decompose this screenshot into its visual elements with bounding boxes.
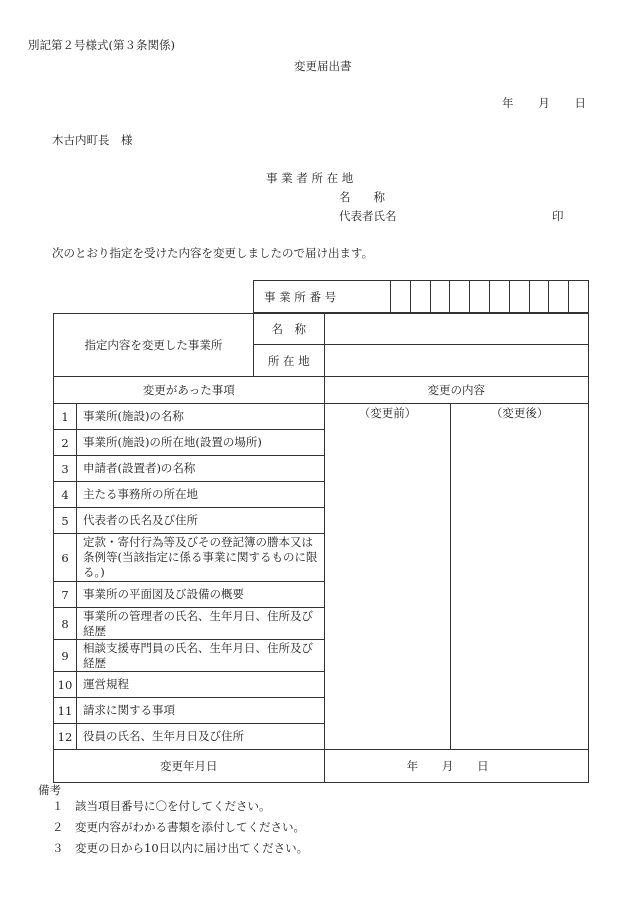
notes-heading: 備考 (38, 783, 61, 797)
date-month-label: 月 (538, 96, 550, 110)
change-date-day-label: 日 (477, 759, 489, 773)
business-number-table (253, 280, 589, 313)
item-text-cell (76, 404, 324, 430)
item-number: 10 (54, 672, 77, 698)
facility-address-field[interactable] (324, 345, 588, 377)
date-day-label: 日 (574, 96, 586, 110)
item-text: 定款・寄付行為等及びその登記簿の謄本又は条例等(当該指定に係る事業に関するものに限る。) (82, 535, 318, 579)
facility-name-label-cell (253, 314, 324, 345)
item-number: 12 (54, 724, 77, 750)
digit-box[interactable] (430, 281, 450, 313)
item-text: 代表者の氏名及び住所 (82, 513, 198, 527)
before-label: （変更前） (358, 406, 417, 420)
note-item: ３ 変更の日から10日以内に届け出てください。 (52, 841, 309, 855)
intro-text: 次のとおり指定を受けた内容を変更しましたので届け出ます。 (52, 246, 374, 260)
digit-box[interactable] (549, 281, 569, 313)
change-date-field[interactable] (324, 750, 588, 783)
item-text: 役員の氏名、生年月日及び住所 (82, 729, 244, 743)
change-date-month-label: 月 (441, 759, 454, 773)
facility-label-cell (54, 314, 254, 377)
business-number-label-cell (254, 281, 391, 313)
facility-name-field[interactable] (324, 314, 588, 345)
item-number: 3 (54, 456, 77, 482)
facility-label: 指定内容を変更した事業所 (84, 338, 223, 352)
item-text-cell (76, 640, 324, 672)
item-number: 1 (54, 404, 77, 430)
applicant-address-label: 事 業 者 所 在 地 (266, 171, 354, 185)
item-number: 7 (54, 582, 77, 608)
facility-name-label: 名 称 (271, 322, 306, 336)
item-text: 事業所(施設)の名称 (82, 409, 184, 423)
item-text: 事業所の管理者の氏名、生年月日、住所及び経歴 (82, 608, 313, 638)
item-text: 請求に関する事項 (82, 703, 175, 717)
seal-mark: 印 (552, 209, 564, 223)
item-text-cell (76, 698, 324, 724)
item-text: 相談支援専門員の氏名、生年月日、住所及び経歴 (82, 640, 313, 670)
item-text-cell (76, 672, 324, 698)
digit-box[interactable] (410, 281, 430, 313)
item-text: 運営規程 (82, 677, 129, 691)
item-text: 事業所(施設)の所在地(設置の場所) (82, 435, 262, 449)
item-text-cell (76, 456, 324, 482)
form-title: 変更届出書 (294, 59, 352, 73)
item-text-cell (76, 508, 324, 534)
facility-address-label: 所 在 地 (267, 353, 310, 368)
digit-box[interactable] (450, 281, 470, 313)
applicant-name-label: 名 称 (339, 190, 385, 204)
business-number-label: 事 業 所 番 号 (264, 289, 337, 304)
digit-box[interactable] (529, 281, 549, 313)
item-text-cell (76, 724, 324, 750)
changed-items-header: 変更があった事項 (54, 377, 325, 404)
item-text-cell (76, 582, 324, 608)
item-number: 4 (54, 482, 77, 508)
item-number: 2 (54, 430, 77, 456)
change-table (53, 313, 589, 783)
item-number: 5 (54, 508, 77, 534)
note-item: ２ 変更内容がわかる書類を添付してください。 (52, 820, 305, 834)
item-text: 申請者(設置者)の名称 (82, 461, 196, 475)
notes-list (52, 796, 308, 859)
change-content-header: 変更の内容 (324, 377, 588, 404)
change-date-year-label: 年 (406, 759, 419, 773)
submission-date (502, 95, 586, 111)
after-change-area[interactable] (451, 404, 589, 750)
digit-box[interactable] (509, 281, 529, 313)
item-text: 主たる事務所の所在地 (82, 487, 198, 501)
facility-address-label-cell (253, 345, 324, 377)
digit-box[interactable] (489, 281, 509, 313)
digit-box[interactable] (391, 281, 411, 313)
form-number: 別記第２号様式(第３条関係) (28, 38, 175, 52)
item-number: 9 (54, 640, 77, 672)
item-number: 11 (54, 698, 77, 724)
digit-box[interactable] (470, 281, 490, 313)
item-text-cell (76, 534, 324, 582)
after-label: （変更後） (490, 406, 549, 420)
change-date-label: 変更年月日 (54, 750, 325, 783)
item-text-cell (76, 482, 324, 508)
item-text-cell (76, 430, 324, 456)
date-year-label: 年 (502, 96, 514, 110)
item-text: 事業所の平面図及び設備の概要 (82, 587, 244, 601)
digit-box[interactable] (569, 281, 589, 313)
applicant-rep-label: 代表者氏名 (339, 209, 397, 223)
item-text-cell (76, 608, 324, 640)
before-change-area[interactable] (324, 404, 451, 750)
addressee: 木古内町長 様 (52, 133, 133, 147)
item-number: 8 (54, 608, 77, 640)
note-item: １ 該当項目番号に〇を付してください。 (52, 799, 271, 813)
item-number: 6 (54, 534, 77, 582)
